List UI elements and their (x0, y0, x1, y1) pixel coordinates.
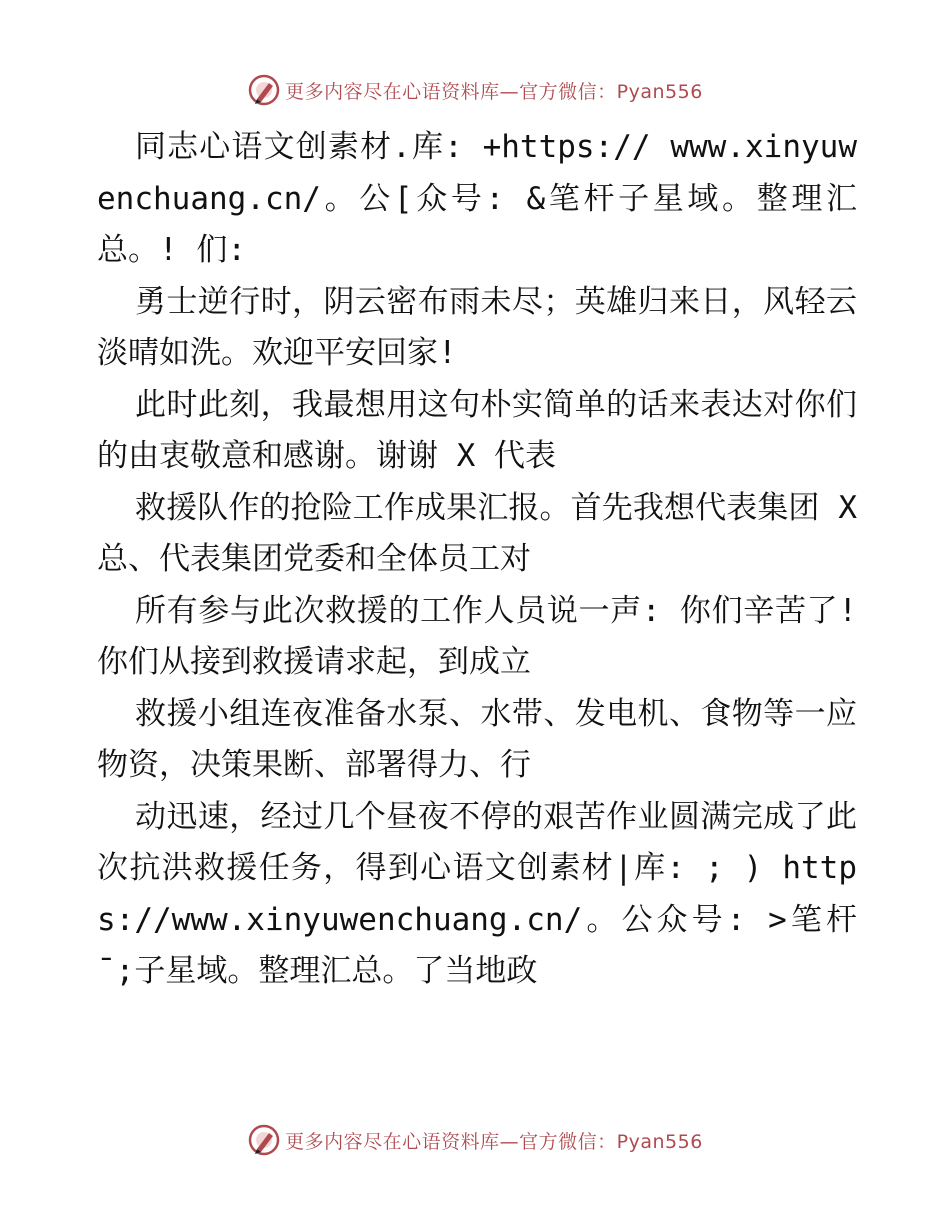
paragraph: 动迅速，经过几个昼夜不停的艰苦作业圆满完成了此次抗洪救援任务，得到心语文创素材|库: ; ) https://www.xinyuwenchuang.cn/。公众号: >笔杆¯;子星域。整理汇总。了当地政 (97, 798, 857, 989)
paragraph: 勇士逆行时，阴云密布雨未尽；英雄归来日，风轻云淡晴如洗。欢迎平安回家! (97, 283, 857, 371)
paragraph: 所有参与此次救援的工作人员说一声: 你们辛苦了! 你们从接到救援请求起，到成立 (97, 592, 857, 680)
footer-watermark-banner (0, 1120, 950, 1160)
pen-logo-icon (247, 73, 281, 107)
banner-text: 更多内容尽在心语资料库—官方微信：Pyan556 (285, 1130, 703, 1153)
header-watermark-banner (0, 70, 950, 110)
pen-logo-icon (247, 1123, 281, 1157)
paragraph: 同志心语文创素材.库: +https:// www.xinyuwenchuang.cn/。公[众号: &笔杆子星域。整理汇总。! 们: (97, 129, 857, 268)
banner-text: 更多内容尽在心语资料库—官方微信：Pyan556 (285, 80, 703, 103)
paragraph: 救援小组连夜准备水泵、水带、发电机、食物等一应物资，决策果断、部署得力、行 (97, 695, 857, 783)
document-body (97, 122, 857, 998)
paragraph: 救援队作的抢险工作成果汇报。首先我想代表集团 X 总、代表集团党委和全体员工对 (97, 489, 857, 577)
paragraph: 此时此刻，我最想用这句朴实简单的话来表达对你们的由衷敬意和感谢。谢谢 X 代表 (97, 386, 857, 474)
